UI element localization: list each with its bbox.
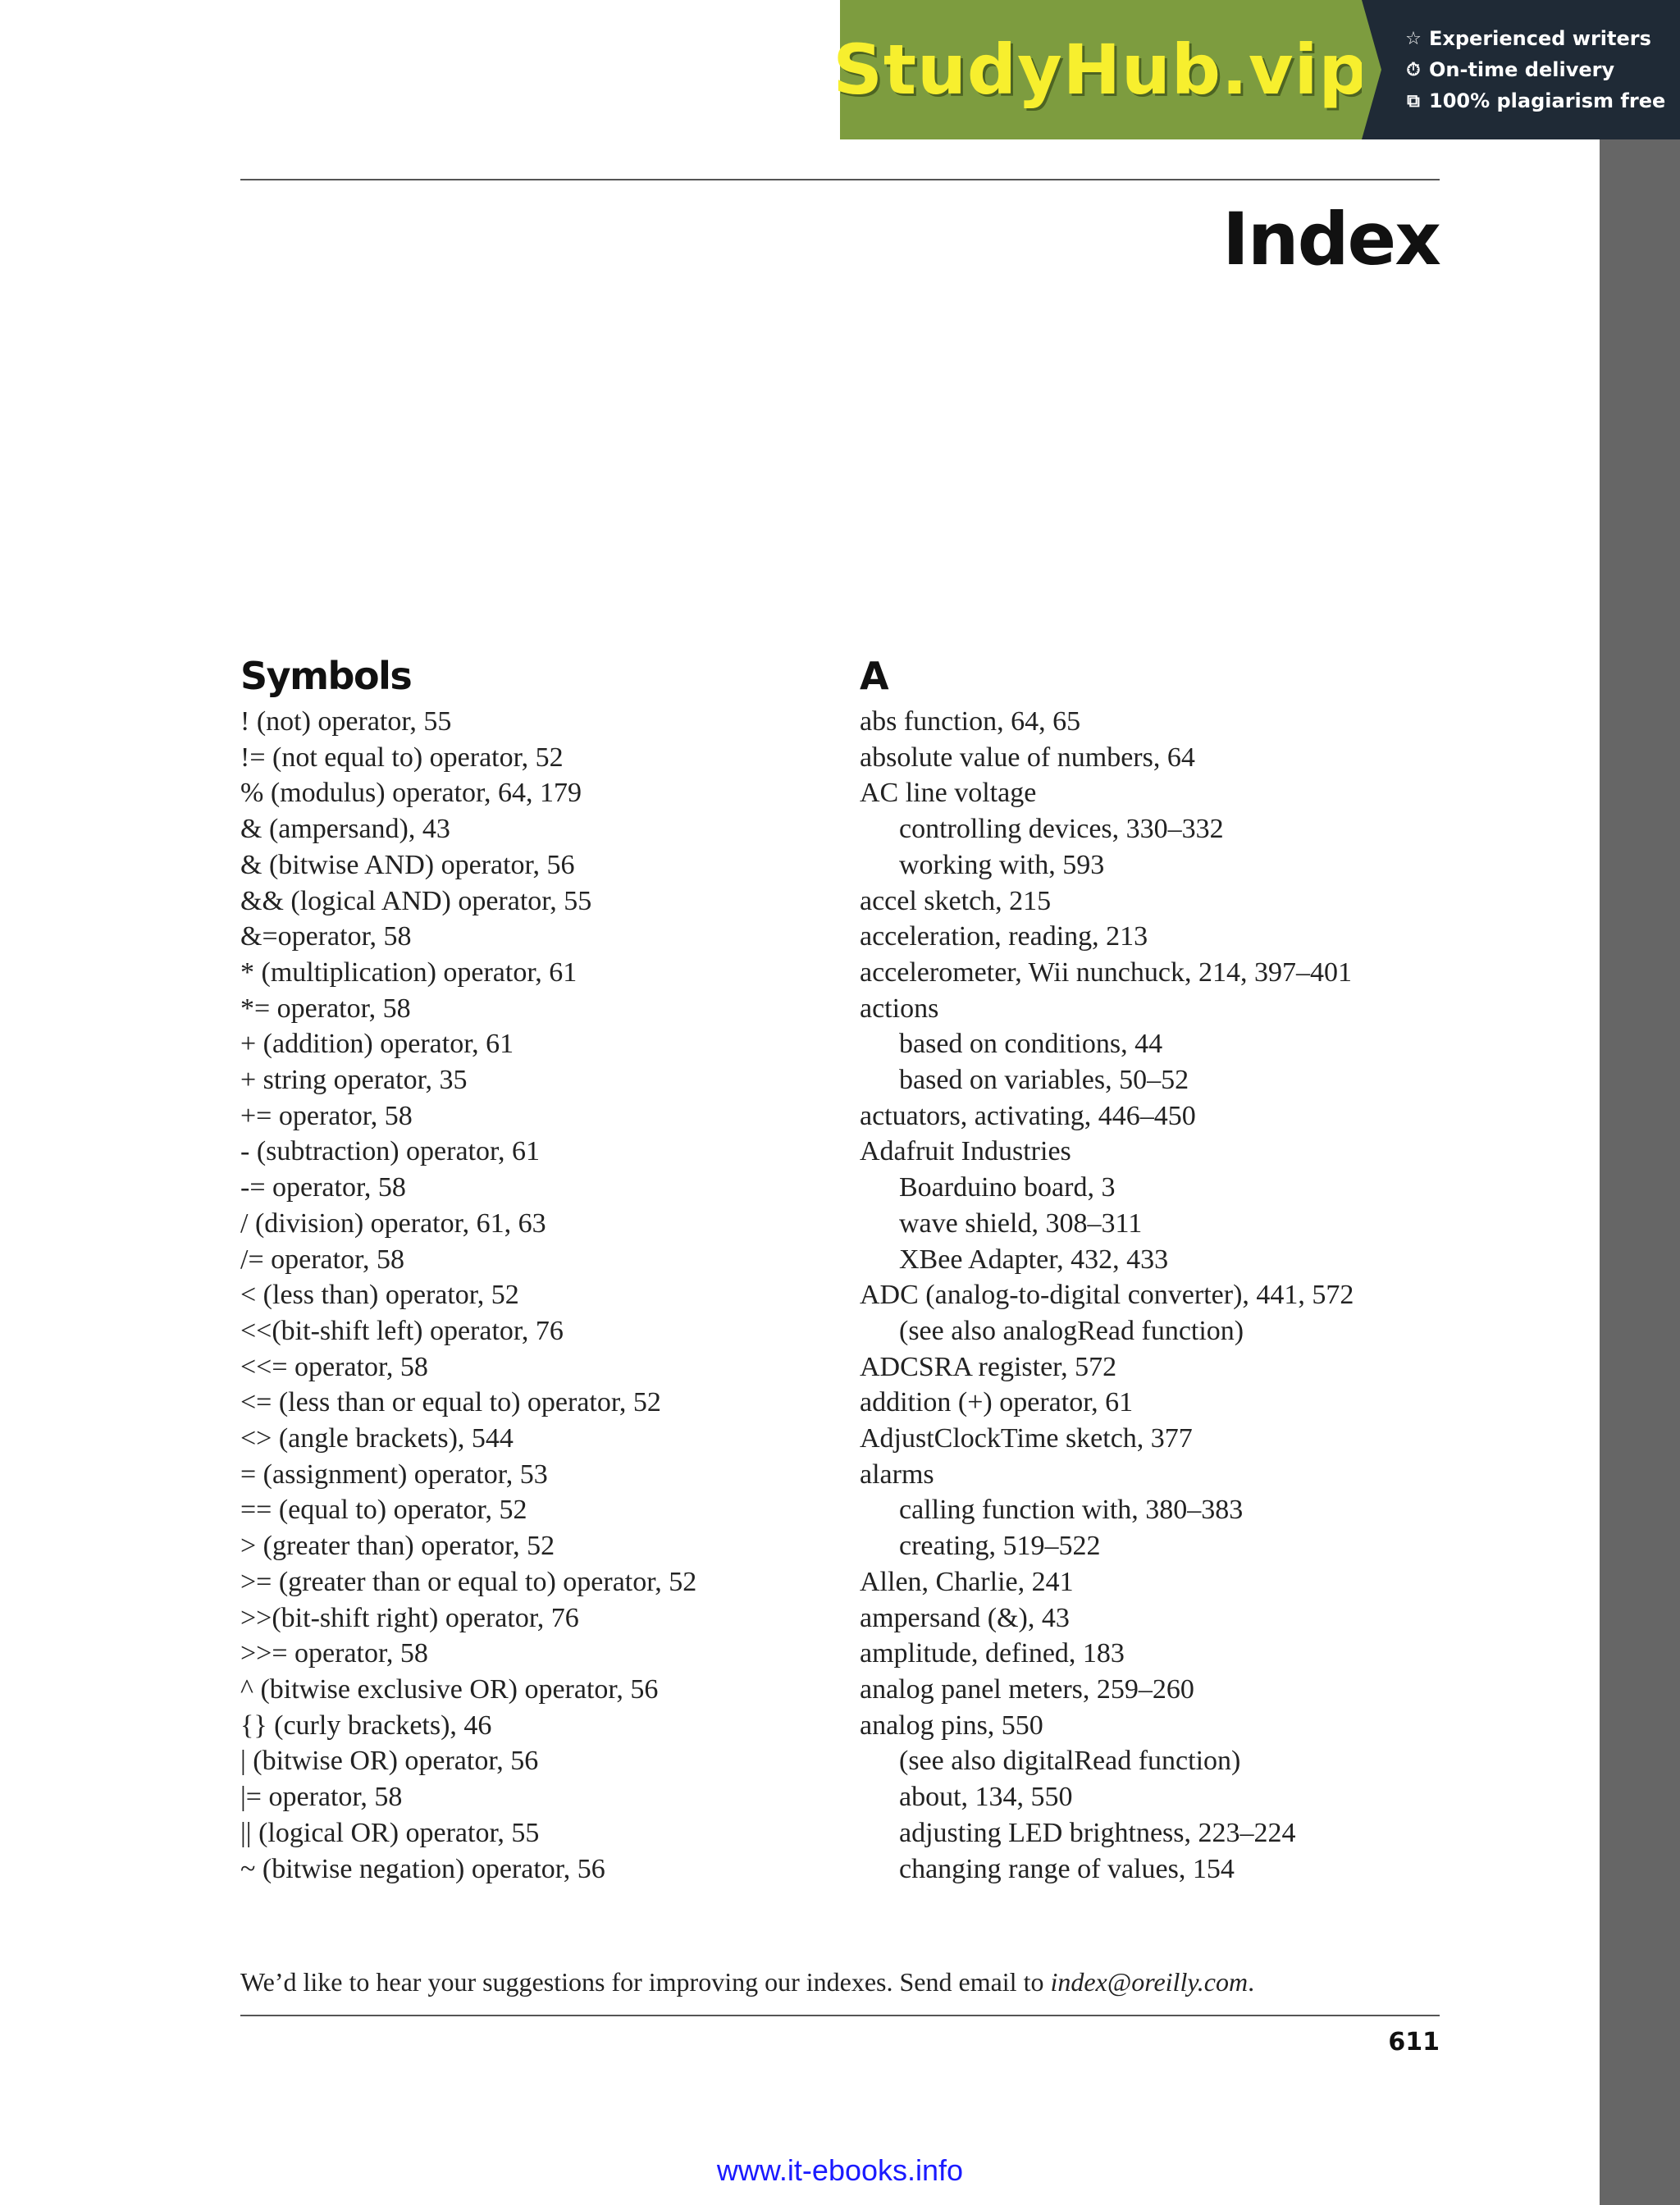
index-entry: % (modulus) operator, 64, 179	[240, 778, 582, 809]
index-entry: * (multiplication) operator, 61	[240, 956, 578, 988]
index-column-a	[860, 648, 1450, 1887]
index-entry: {} (curly brackets), 46	[240, 1710, 492, 1741]
index-entry: absolute value of numbers, 64	[860, 742, 1195, 773]
index-entry: >>(bit-shift right) operator, 76	[240, 1602, 579, 1633]
email-link[interactable]: index@oreilly.com	[1050, 1967, 1249, 1997]
top-rule	[240, 179, 1440, 180]
footer-text: We’d like to hear your suggestions for improving our indexes. Send email to	[240, 1967, 1051, 1997]
index-entry: -= operator, 58	[240, 1172, 406, 1203]
watermark-link[interactable]: www.it-ebooks.info	[716, 2153, 964, 2187]
index-entry: accel sketch, 215	[860, 885, 1052, 916]
index-entry: += operator, 58	[240, 1100, 413, 1131]
index-entry: Allen, Charlie, 241	[860, 1566, 1074, 1597]
index-entry: analog panel meters, 259–260	[860, 1673, 1194, 1705]
index-entry: + string operator, 35	[240, 1065, 468, 1096]
index-subentry: Boarduino board, 3	[899, 1172, 1116, 1203]
footer-note	[240, 1967, 1254, 1997]
index-entry: = (assignment) operator, 53	[240, 1459, 548, 1490]
section-heading: A	[860, 654, 888, 698]
index-entry: && (logical AND) operator, 55	[240, 885, 592, 916]
index-entry: ADCSRA register, 572	[860, 1351, 1117, 1382]
index-entry: <= (less than or equal to) operator, 52	[240, 1387, 661, 1418]
index-entry: <> (angle brackets), 544	[240, 1423, 514, 1454]
index-entry: ADC (analog-to-digital converter), 441, 572	[860, 1280, 1354, 1311]
index-entry: ^ (bitwise exclusive OR) operator, 56	[240, 1673, 659, 1705]
index-entry: *= operator, 58	[240, 993, 411, 1024]
index-entry: addition (+) operator, 61	[860, 1387, 1134, 1418]
side-bar	[1600, 0, 1680, 2205]
index-subentry: based on variables, 50–52	[899, 1065, 1189, 1096]
index-subentry: (see also analogRead function)	[899, 1315, 1244, 1346]
ad-feature	[1403, 89, 1680, 112]
index-entry: analog pins, 550	[860, 1710, 1043, 1741]
index-entry: |= operator, 58	[240, 1782, 403, 1813]
ad-logo[interactable]: StudyHub.vip	[833, 30, 1369, 110]
index-entry: <<= operator, 58	[240, 1351, 428, 1382]
ad-banner[interactable]	[833, 0, 1680, 139]
index-entry: / (division) operator, 61, 63	[240, 1208, 546, 1239]
bottom-rule	[240, 2015, 1440, 2016]
index-entry: actions	[860, 993, 939, 1024]
index-subentry: wave shield, 308–311	[899, 1208, 1143, 1239]
index-entry: > (greater than) operator, 52	[240, 1531, 555, 1562]
index-subentry: calling function with, 380–383	[899, 1495, 1244, 1526]
index-entry: & (ampersand), 43	[240, 814, 450, 845]
index-subentry: based on conditions, 44	[899, 1029, 1163, 1060]
index-entry: == (equal to) operator, 52	[240, 1495, 527, 1526]
index-entry: acceleration, reading, 213	[860, 921, 1148, 952]
ad-feature	[1403, 27, 1680, 50]
index-subentry: XBee Adapter, 432, 433	[899, 1244, 1169, 1275]
index-entry: | (bitwise OR) operator, 56	[240, 1746, 539, 1777]
index-subentry: changing range of values, 154	[899, 1853, 1235, 1884]
ad-arrow	[1362, 0, 1381, 139]
index-entry: amplitude, defined, 183	[860, 1638, 1125, 1669]
index-entry: + (addition) operator, 61	[240, 1029, 514, 1060]
index-entry: ~ (bitwise negation) operator, 56	[240, 1853, 605, 1884]
ad-features	[1362, 0, 1680, 139]
index-entry: & (bitwise AND) operator, 56	[240, 849, 575, 880]
copy-icon: ⧉	[1407, 90, 1420, 112]
index-entry: >>= operator, 58	[240, 1638, 428, 1669]
index-subentry: about, 134, 550	[899, 1782, 1073, 1813]
ad-feature-label: Experienced writers	[1429, 27, 1651, 50]
index-entry: alarms	[860, 1459, 934, 1490]
index-subentry: (see also digitalRead function)	[899, 1746, 1241, 1777]
ad-feature	[1403, 58, 1680, 81]
index-entry: Adafruit Industries	[860, 1136, 1071, 1167]
index-entry: || (logical OR) operator, 55	[240, 1817, 540, 1848]
index-entry: accelerometer, Wii nunchuck, 214, 397–401	[860, 956, 1352, 988]
index-subentry: controlling devices, 330–332	[899, 814, 1224, 845]
entry-list	[860, 704, 1450, 1887]
index-entry: != (not equal to) operator, 52	[240, 742, 564, 773]
index-entry: >= (greater than or equal to) operator, 52	[240, 1566, 697, 1597]
page-title: Index	[1222, 197, 1440, 281]
ad-feature-label: 100% plagiarism free	[1429, 89, 1666, 112]
index-entry: /= operator, 58	[240, 1244, 405, 1275]
index-entry: &=operator, 58	[240, 921, 412, 952]
index-subentry: creating, 519–522	[899, 1531, 1101, 1562]
section-heading: Symbols	[240, 654, 412, 698]
index-entry: < (less than) operator, 52	[240, 1280, 519, 1311]
star-icon: ☆	[1405, 28, 1422, 49]
clock-icon: ⏱	[1406, 59, 1421, 80]
index-entry: AC line voltage	[860, 778, 1037, 809]
index-entry: <<(bit-shift left) operator, 76	[240, 1315, 564, 1346]
index-entry: ! (not) operator, 55	[240, 706, 452, 737]
ad-logo-panel[interactable]	[833, 0, 1369, 139]
index-subentry: adjusting LED brightness, 223–224	[899, 1817, 1296, 1848]
index-entry: - (subtraction) operator, 61	[240, 1136, 540, 1167]
index-entry: ampersand (&), 43	[860, 1602, 1070, 1633]
page-number: 611	[1388, 2028, 1440, 2057]
index-column-symbols	[240, 648, 831, 1887]
index-entry: actuators, activating, 446–450	[860, 1100, 1196, 1131]
index-entry: AdjustClockTime sketch, 377	[860, 1423, 1193, 1454]
index-subentry: working with, 593	[899, 849, 1105, 880]
entry-list	[240, 704, 831, 1887]
footer-end: .	[1248, 1967, 1255, 1997]
index-entry: abs function, 64, 65	[860, 706, 1081, 737]
ad-feature-label: On-time delivery	[1429, 58, 1615, 81]
